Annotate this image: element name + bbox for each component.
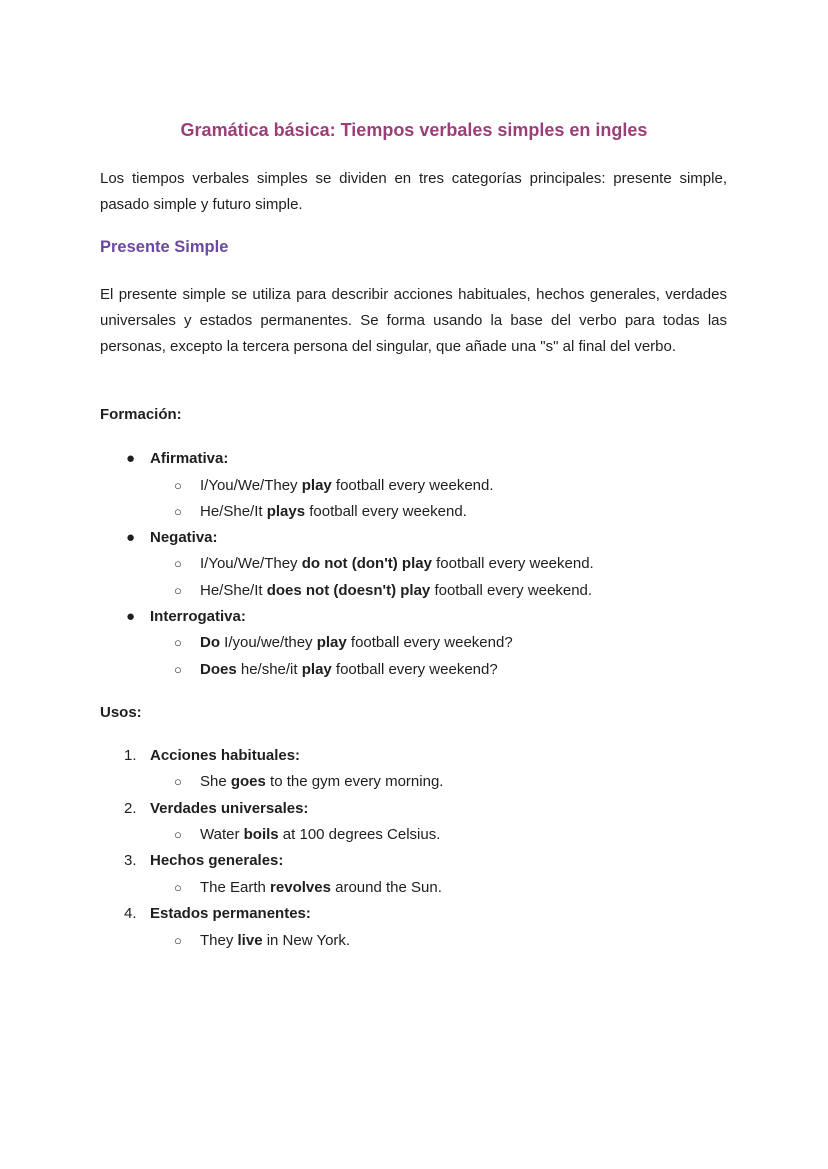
- document-title: Gramática básica: Tiempos verbales simples en ingles: [180, 120, 648, 140]
- group-label-negativa: Negativa:: [150, 529, 218, 546]
- bullet-circle-icon: ○: [174, 504, 182, 519]
- example-negativa-2: He/She/It does not (doesn't) play football every weekend.: [200, 582, 593, 599]
- section-description: El presente simple se utiliza para describir acciones habituales, hechos generales, verdades universales y estados permanentes. Se forma usando la base del verbo para todas las personas, excepto la tercera persona del singular, que añade una "s" al final del verbo.: [100, 286, 727, 355]
- bullet-circle-icon: ○: [174, 774, 182, 789]
- group-label-afirmativa: Afirmativa:: [150, 450, 229, 467]
- uses-heading: Usos:: [100, 704, 142, 721]
- use-example-3: The Earth revolves around the Sun.: [200, 879, 442, 896]
- list-number: 2.: [124, 800, 137, 817]
- example-negativa-1: I/You/We/They do not (don't) play football every weekend.: [200, 555, 594, 572]
- use-label-3: Hechos generales:: [150, 852, 284, 869]
- bullet-circle-icon: ○: [174, 880, 182, 895]
- bullet-disc-icon: ●: [126, 529, 136, 546]
- use-label-2: Verdades universales:: [150, 800, 309, 817]
- example-afirmativa-2: He/She/It plays football every weekend.: [200, 503, 467, 520]
- example-afirmativa-1: I/You/We/They play football every weekend.: [200, 477, 494, 494]
- bullet-circle-icon: ○: [174, 933, 182, 948]
- bullet-disc-icon: ●: [126, 608, 136, 625]
- bullet-circle-icon: ○: [174, 827, 182, 842]
- list-number: 1.: [124, 747, 137, 764]
- bullet-circle-icon: ○: [174, 478, 182, 493]
- use-label-1: Acciones habituales:: [150, 747, 301, 764]
- group-label-interrogativa: Interrogativa:: [150, 608, 246, 625]
- section-heading: Presente Simple: [100, 238, 229, 256]
- list-number: 4.: [124, 905, 137, 922]
- example-interrogativa-1: Do I/you/we/they play football every weekend?: [200, 634, 513, 651]
- bullet-disc-icon: ●: [126, 450, 136, 467]
- example-interrogativa-2: Does he/she/it play football every weekend?: [200, 661, 498, 678]
- use-label-4: Estados permanentes:: [150, 905, 311, 922]
- intro-paragraph: Los tiempos verbales simples se dividen en tres categorías principales: presente simple, pasado simple y futuro simple.: [100, 170, 727, 213]
- formation-heading: Formación:: [100, 406, 182, 423]
- bullet-circle-icon: ○: [174, 583, 182, 598]
- bullet-circle-icon: ○: [174, 635, 182, 650]
- use-example-4: They live in New York.: [200, 932, 351, 949]
- bullet-circle-icon: ○: [174, 662, 182, 677]
- use-example-1: She goes to the gym every morning.: [200, 773, 444, 790]
- list-number: 3.: [124, 852, 137, 869]
- bullet-circle-icon: ○: [174, 556, 182, 571]
- use-example-2: Water boils at 100 degrees Celsius.: [200, 826, 441, 843]
